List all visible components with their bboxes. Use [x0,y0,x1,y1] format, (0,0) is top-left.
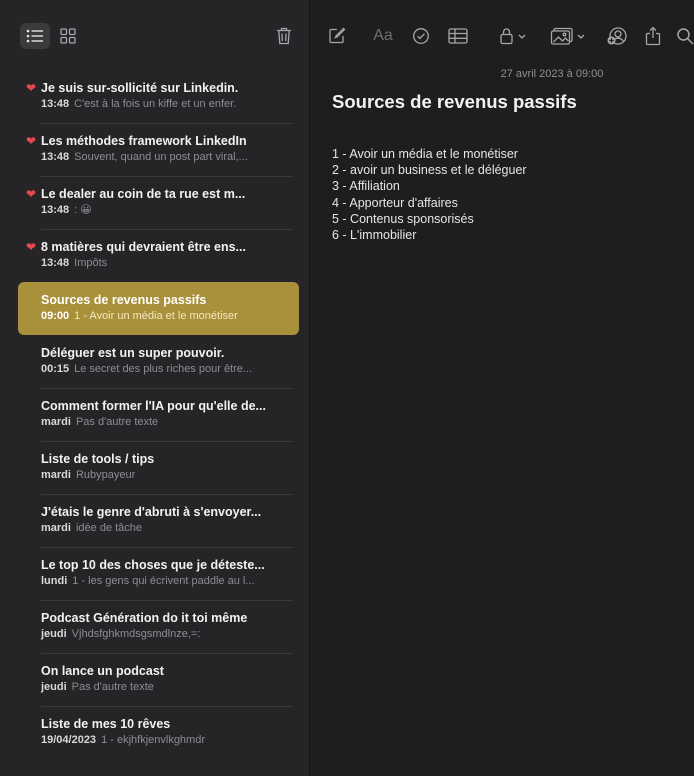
note-item-title-text: Le dealer au coin de ta rue est m... [41,187,246,201]
note-item-subtitle [41,468,291,483]
list-view-button[interactable] [20,23,50,49]
trash-icon [276,27,292,45]
note-body-line: 5 - Contenus sponsorisés [332,211,474,226]
note-list-item[interactable] [18,70,299,123]
note-item-title [41,399,291,414]
note-item-title [41,558,291,573]
note-item-preview: Pas d'autre texte [71,681,154,693]
note-item-subtitle [41,150,291,165]
note-item-title [25,134,291,149]
collaborate-button[interactable] [606,23,630,49]
note-item-preview: Impôts [74,257,108,269]
notes-sidebar [0,0,310,776]
lock-icon [499,27,527,45]
note-item-preview: 1 - les gens qui écrivent paddle au l... [72,575,255,587]
note-list-item[interactable] [18,547,299,600]
list-view-icon [26,29,44,43]
collaborate-icon [607,26,629,46]
note-list-item[interactable] [18,600,299,653]
note-item-title [41,346,291,361]
note-item-subtitle [41,256,291,271]
heart-icon: ❤ [25,240,37,254]
note-body[interactable] [332,146,527,243]
note-item-time: lundi [41,575,68,587]
note-item-preview: 1 - Avoir un média et le monétiser [74,310,238,322]
delete-note-button[interactable] [272,23,296,49]
note-item-title-text: Liste de tools / tips [41,452,155,466]
note-item-title-text: Liste de mes 10 rêves [41,717,171,731]
note-item-subtitle [41,97,291,112]
note-item-time: jeudi [41,628,67,640]
new-note-button[interactable] [326,23,348,49]
note-item-time: 19/04/2023 [41,734,97,746]
media-icon [550,27,588,45]
note-item-title-text: Le top 10 des choses que je déteste... [41,558,265,572]
checklist-button[interactable] [410,23,432,49]
note-item-title-text: Comment former l'IA pour qu'elle de... [41,399,266,413]
note-item-subtitle [41,733,291,748]
note-item-title-text: Podcast Génération do it toi même [41,611,248,625]
note-date: 27 avril 2023 à 09:00 [500,68,604,80]
note-item-time: mardi [41,522,71,534]
note-item-subtitle [41,627,291,642]
note-item-time: 13:48 [41,98,70,110]
note-item-preview: C'est à la fois un kiffe et un enfer. [74,98,237,110]
note-item-title [41,505,291,520]
notes-list [18,70,299,759]
note-editor [310,0,694,776]
note-item-time: 13:48 [41,204,70,216]
heart-icon: ❤ [25,187,37,201]
note-body-line: 1 - Avoir un média et le monétiser [332,147,518,161]
note-item-time: 13:48 [41,151,70,163]
note-item-title-text: Je suis sur-sollicité sur Linkedin. [41,81,239,95]
note-item-subtitle [41,309,291,324]
note-item-preview: Rubypayeur [75,469,136,481]
note-list-item[interactable] [18,282,299,335]
heart-icon: ❤ [25,81,37,95]
note-list-item[interactable] [18,123,299,176]
heart-icon: ❤ [25,134,37,148]
note-item-time: mardi [41,469,71,481]
note-item-preview: Vjhdsfghkmdsgsmdlnze,=: [71,628,201,640]
table-button[interactable] [446,23,470,49]
note-item-title [25,81,291,96]
note-body-line: 6 - L'immobilier [332,228,417,243]
table-icon [448,28,468,44]
lock-button[interactable] [498,23,528,49]
search-button[interactable] [676,23,694,49]
note-item-subtitle [41,362,291,377]
note-item-preview: 1 - ekjhfkjenvlkghmdr [101,734,205,746]
note-item-title-text: On lance un podcast [41,664,164,678]
note-item-title-text: Déléguer est un super pouvoir. [41,346,225,360]
note-list-item[interactable] [18,441,299,494]
note-item-subtitle [41,574,291,589]
note-item-time: 00:15 [41,363,70,375]
note-body-line: 4 - Apporteur d'affaires [332,195,458,210]
note-item-time: jeudi [41,681,67,693]
gallery-view-button[interactable] [53,23,83,49]
note-list-item[interactable] [18,176,299,229]
note-item-title-text: J'étais le genre d'abruti à s'envoyer... [41,505,262,519]
note-list-item[interactable] [18,335,299,388]
format-button[interactable]: Aa [373,27,393,44]
note-list-item[interactable] [18,229,299,282]
note-body-line: 3 - Affiliation [332,179,400,194]
note-item-title-text: 8 matières qui devraient être ens... [41,240,246,254]
note-item-time: 09:00 [41,310,70,322]
note-list-item[interactable] [18,653,299,706]
gallery-view-icon [60,28,76,44]
note-body-line: 2 - avoir un business et le déléguer [332,163,527,178]
note-item-title [25,240,291,255]
search-icon [676,27,694,45]
note-title[interactable]: Sources de revenus passifs [332,91,577,112]
note-item-preview: Pas d'autre texte [75,416,159,428]
note-item-subtitle [41,680,291,695]
note-list-item[interactable] [18,388,299,441]
note-item-title [41,717,291,732]
note-item-title-text: Sources de revenus passifs [41,293,207,307]
editor-toolbar [310,0,694,66]
note-item-time: mardi [41,416,71,428]
note-item-preview: idée de tâche [75,522,143,534]
note-item-title-text: Les méthodes framework LinkedIn [41,134,247,148]
sidebar-toolbar [0,0,309,66]
note-item-title [25,187,291,202]
checklist-icon [412,27,430,45]
note-item-title [41,452,291,467]
note-list-item[interactable] [18,706,299,759]
compose-icon [328,27,346,45]
note-item-preview: : 😀 [74,204,92,216]
note-item-time: 13:48 [41,257,70,269]
note-item-subtitle [41,415,291,430]
note-list-item[interactable] [18,494,299,547]
note-item-subtitle [41,203,291,218]
note-item-title [41,611,291,626]
note-item-preview: Le secret des plus riches pour être... [74,363,253,375]
share-icon [645,26,661,46]
note-item-preview: Souvent, quand un post part viral,... [74,151,248,163]
note-item-title [41,664,291,679]
media-button[interactable] [550,23,588,49]
note-item-subtitle [41,521,291,536]
share-button[interactable] [642,23,664,49]
note-item-title [41,293,291,308]
